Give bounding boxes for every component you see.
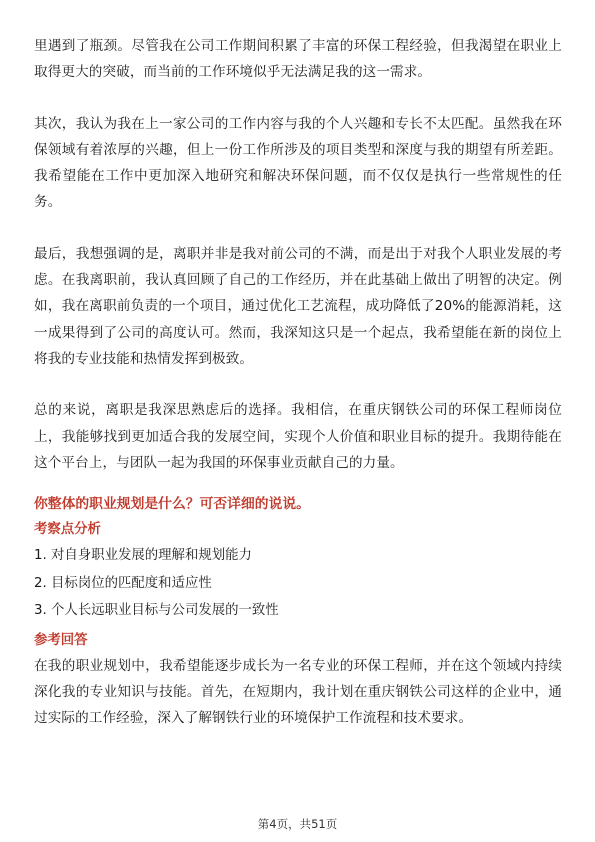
page-number: 第4页，共51页 [257, 817, 338, 831]
interview-question: 你整体的职业规划是什么？可否详细的说说。 [34, 496, 310, 513]
analysis-item: 2. 目标岗位的匹配度和适应性 [34, 575, 212, 591]
analysis-item: 3. 个人长远职业目标与公司发展的一致性 [34, 603, 279, 619]
reference-heading: 参考回答 [34, 632, 88, 648]
reference-answer: 在我的职业规划中，我希望能逐步成长为一名专业的环保工程师，并在这个领域内持续深化我的专业知识与技能。首先，在短期内，我计划在重庆钢铁公司这样的企业中，通过实际的工作经验，深入了解钢铁行业的环境保护工作流程和技术要求。 [34, 657, 562, 727]
paragraph-2: 其次，我认为我在上一家公司的工作内容与我的个人兴趣和专长不太匹配。虽然我在环保领域有着浓厚的兴趣，但上一份工作所涉及的项目类型和深度与我的期望有所差距。我希望能在工作中更加深入地研究和解决环保问题，而不仅仅是执行一些常规性的任务。 [34, 115, 562, 211]
paragraph-4: 总的来说，离职是我深思熟虑后的选择。我相信，在重庆钢铁公司的环保工程师岗位上，我能够找到更加适合我的发展空间，实现个人价值和职业目标的提升。我期待能在这个平台上，与团队一起为我国的环保事业贡献自己的力量。 [34, 402, 562, 471]
analysis-list [34, 542, 562, 625]
page-content [34, 33, 562, 732]
analysis-heading: 考察点分析 [34, 522, 101, 538]
analysis-item: 1. 对自身职业发展的理解和规划能力 [34, 548, 252, 564]
paragraph-1: 里遇到了瓶颈。尽管我在公司工作期间积累了丰富的环保工程经验，但我渴望在职业上取得更大的突破，而当前的工作环境似乎无法满足我的这一需求。 [34, 38, 562, 81]
paragraph-3: 最后，我想强调的是，离职并非是我对前公司的不满，而是出于对我个人职业发展的考虑。在我离职前，我认真回顾了自己的工作经历，并在此基础上做出了明智的决定。例如，我在离职前负责的一个项目，通过优化工艺流程，成功降低了20%的能源消耗，这一成果得到了公司的高度认可。然而，我深知这只是一个起点，我希望能在新的岗位上将我的专业技能和热情发挥到极致。 [34, 245, 562, 367]
